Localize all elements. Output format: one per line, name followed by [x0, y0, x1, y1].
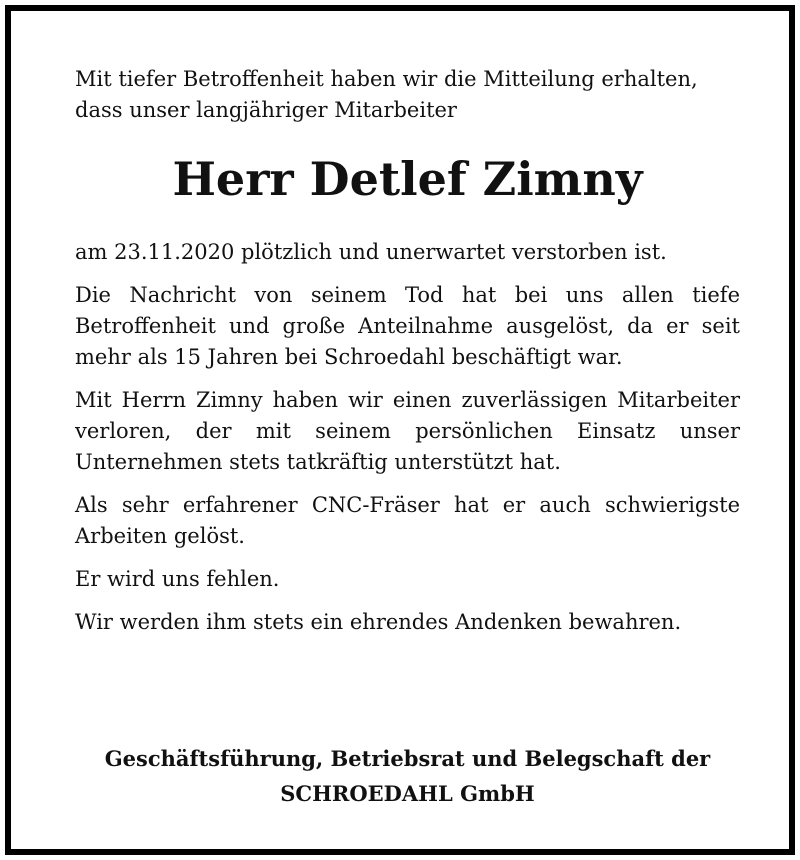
- paragraph-tribute-4: Er wird uns fehlen.: [75, 567, 280, 591]
- intro-line-1: Mit tiefer Betroffenheit haben wir die Mitteilung erhalten,: [75, 67, 698, 91]
- paragraph-tribute-1: Die Nachricht von seinem Tod hat bei uns allen tiefe Betroffenheit und große Anteilnahme ausgelöst, da er seit mehr als 15 Jahren bei Schroedahl beschäftigt war.: [75, 283, 740, 369]
- intro-line-2: dass unser langjähriger Mitarbeiter: [75, 98, 457, 122]
- intro-text: [75, 64, 740, 126]
- paragraph-tribute-3: Als sehr erfahrener CNC-Fräser hat er auch schwierigste Arbeiten gelöst.: [75, 493, 740, 548]
- obituary-notice: [5, 5, 795, 855]
- date-sentence: am 23.11.2020 plötzlich und unerwartet verstorben ist.: [75, 240, 667, 264]
- signature-line-1: Geschäftsführung, Betriebsrat und Belegschaft der: [104, 746, 711, 771]
- paragraph-tribute-2: Mit Herrn Zimny haben wir einen zuverlässigen Mitarbeiter verloren, der mit seinem persönlichen Einsatz unser Unternehmen stets tatkräftig unterstützt hat.: [75, 388, 740, 474]
- signature-block: [75, 741, 740, 811]
- notice-body: [75, 64, 740, 650]
- signature-company: SCHROEDAHL GmbH: [280, 781, 535, 806]
- paragraph-tribute-5: Wir werden ihm stets ein ehrendes Andenken bewahren.: [75, 610, 682, 634]
- deceased-name: Herr Detlef Zimny: [172, 152, 643, 206]
